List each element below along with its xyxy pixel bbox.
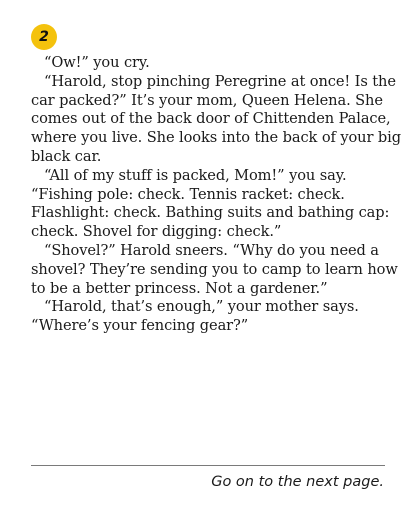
page-number-badge: 2	[31, 24, 57, 50]
story-paragraph: “All of my stuff is packed, Mom!” you say. “Fishing pole: check. Tennis racket: check. Flashlight: check. Bathing suits and bathing cap: check. Shovel for digging: check.”	[31, 166, 390, 241]
footer-divider	[31, 465, 385, 466]
story-text	[31, 54, 401, 336]
story-paragraph: “Harold, that’s enough,” your mother says. “Where’s your fencing gear?”	[31, 298, 359, 335]
story-paragraph: “Harold, stop pinching Peregrine at once! Is the car packed?” It’s your mom, Queen Helena. She comes out of the back door of Chittenden Palace, where you live. She looks into the back of your big black car.	[31, 72, 401, 165]
story-paragraph: “Ow!” you cry.	[44, 54, 150, 71]
story-paragraph: “Shovel?” Harold sneers. “Why do you need a shovel? They’re sending you to camp to learn how to be a better princess. Not a gardener.”	[31, 241, 398, 297]
continue-instruction: Go on to the next page.	[211, 474, 384, 490]
